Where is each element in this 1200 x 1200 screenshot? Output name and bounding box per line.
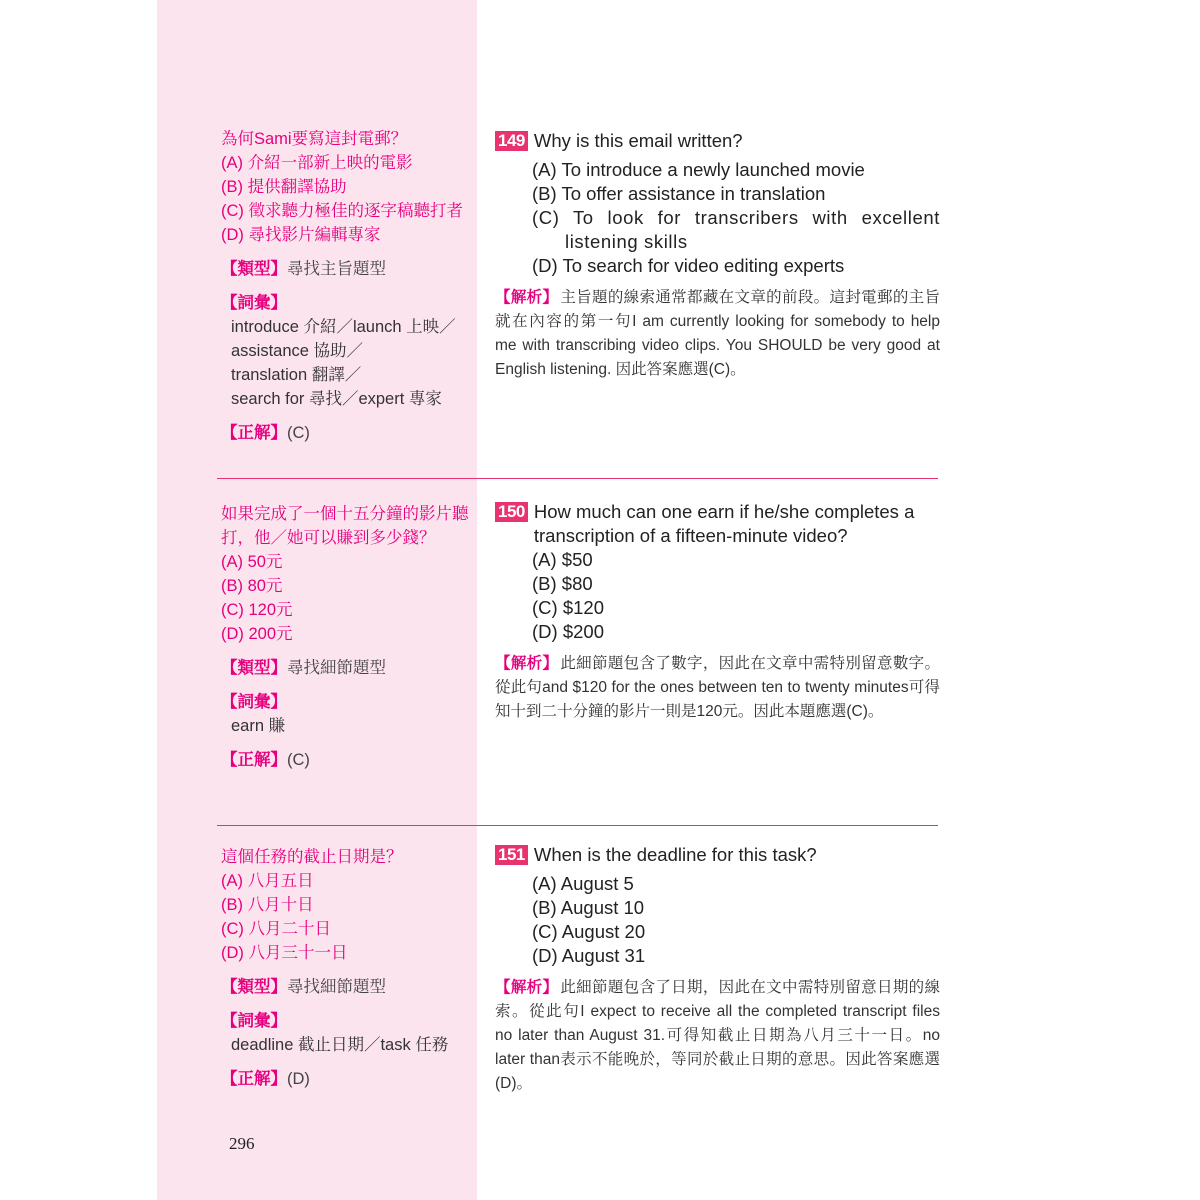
vocab-item: deadline 截止日期／task 任務 (231, 1036, 449, 1054)
section-divider (217, 825, 938, 826)
zh-option: (C) 120元 (221, 601, 293, 619)
en-option: (D) $200 (532, 621, 604, 642)
answer-label: 【正解】 (221, 1070, 287, 1088)
type-value: 尋找細節題型 (287, 659, 386, 677)
answer-line (221, 1067, 476, 1091)
question-151-left (221, 845, 476, 1091)
en-options (532, 158, 940, 278)
question-150-right (495, 500, 940, 724)
en-option: (D) August 31 (532, 945, 646, 966)
en-option: (A) August 5 (532, 873, 634, 894)
explanation (495, 286, 940, 382)
type-line (221, 656, 476, 680)
question-150-left (221, 502, 476, 772)
vocab-label: 【詞彙】 (221, 1012, 287, 1030)
zh-option: (A) 介紹一部新上映的電影 (221, 154, 413, 172)
en-question: When is the deadline for this task? (533, 844, 817, 865)
answer-value: (D) (287, 1070, 310, 1088)
answer-line (221, 421, 476, 445)
type-label: 【類型】 (221, 978, 287, 996)
vocab-item: assistance 協助／ (231, 342, 364, 360)
en-options (532, 548, 940, 644)
question-149-right (495, 129, 940, 382)
zh-option: (C) 徵求聽力極佳的逐字稿聽打者 (221, 202, 463, 220)
page-number: 296 (229, 1134, 255, 1153)
en-option: (C) $120 (532, 597, 604, 618)
vocab-item: earn 賺 (231, 717, 286, 735)
answer-value: (C) (287, 751, 310, 769)
en-option: (C) August 20 (532, 921, 646, 942)
question-149-left (221, 127, 476, 445)
zh-option: (C) 八月二十日 (221, 920, 331, 938)
en-options (532, 872, 940, 968)
zh-option: (D) 尋找影片編輯專家 (221, 226, 381, 244)
zh-question: 為何Sami要寫這封電郵？ (221, 130, 408, 148)
vocab-line (221, 291, 476, 315)
explanation-text: 此細節題包含了日期，因此在文中需特別留意日期的線索。從此句I expect to receive all the completed transcript files no later than August 31.可得知截止日期為八月三十一日。no later than表示不能晚於，等同於截止日期的意思。因此答案應選(D)。 (495, 979, 940, 1092)
zh-option: (D) 200元 (221, 625, 293, 643)
question-151-right (495, 843, 940, 1096)
vocab-list (221, 1033, 476, 1057)
zh-question: 如果完成了一個十五分鐘的影片聽打，他／她可以賺到多少錢？ (221, 505, 469, 547)
en-option: (B) To offer assistance in translation (532, 183, 826, 204)
zh-option: (D) 八月三十一日 (221, 944, 348, 962)
vocab-list (221, 714, 476, 738)
type-label: 【類型】 (221, 659, 287, 677)
vocab-item: translation 翻譯／ (231, 366, 362, 384)
zh-option: (B) 80元 (221, 577, 283, 595)
vocab-label: 【詞彙】 (221, 294, 287, 312)
question-number-badge: 151 (495, 845, 528, 865)
question-number-badge: 150 (495, 502, 528, 522)
zh-option: (B) 提供翻譯協助 (221, 178, 347, 196)
vocab-label: 【詞彙】 (221, 693, 287, 711)
type-line (221, 257, 476, 281)
en-option: (B) August 10 (532, 897, 645, 918)
en-option: (A) To introduce a newly launched movie (532, 159, 865, 180)
type-line (221, 975, 476, 999)
en-question: How much can one earn if he/she completes a transcription of a fifteen-minute video? (533, 501, 915, 546)
en-option: (B) $80 (532, 573, 593, 594)
vocab-item: search for 尋找／expert 專家 (231, 390, 442, 408)
zh-option: (A) 50元 (221, 553, 283, 571)
question-number-badge: 149 (495, 131, 528, 151)
vocab-line (221, 690, 476, 714)
explanation (495, 976, 940, 1096)
answer-label: 【正解】 (221, 424, 287, 442)
zh-option: (B) 八月十日 (221, 896, 314, 914)
type-value: 尋找主旨題型 (287, 260, 386, 278)
en-question: Why is this email written? (533, 130, 743, 151)
explanation (495, 652, 940, 724)
section-divider (217, 478, 938, 479)
explanation-text: 主旨題的線索通常都藏在文章的前段。這封電郵的主旨就在內容的第一句I am currently looking for somebody to help me with transcribing video clips. You SHOULD be very good at English listening. 因此答案應選(C)。 (495, 289, 940, 378)
answer-label: 【正解】 (221, 751, 287, 769)
question-header (495, 500, 940, 548)
explain-label: 【解析】 (495, 655, 559, 672)
answer-value: (C) (287, 424, 310, 442)
vocab-line (221, 1009, 476, 1033)
zh-option: (A) 八月五日 (221, 872, 314, 890)
en-option: (C) To look for transcribers with excellent listening skills (532, 207, 940, 252)
explanation-text: 此細節題包含了數字，因此在文章中需特別留意數字。從此句and $120 for the ones between ten to twenty minutes可得知十到二十分鐘的影片一則是120元。因此本題應選(C)。 (495, 655, 940, 720)
question-header (495, 843, 940, 867)
en-option: (A) $50 (532, 549, 593, 570)
vocab-list (221, 315, 476, 411)
explain-label: 【解析】 (495, 289, 559, 306)
explain-label: 【解析】 (495, 979, 559, 996)
type-value: 尋找細節題型 (287, 978, 386, 996)
type-label: 【類型】 (221, 260, 287, 278)
question-header (495, 129, 940, 153)
answer-line (221, 748, 476, 772)
vocab-item: introduce 介紹／launch 上映／ (231, 318, 456, 336)
en-option: (D) To search for video editing experts (532, 255, 845, 276)
zh-question: 這個任務的截止日期是？ (221, 848, 403, 866)
